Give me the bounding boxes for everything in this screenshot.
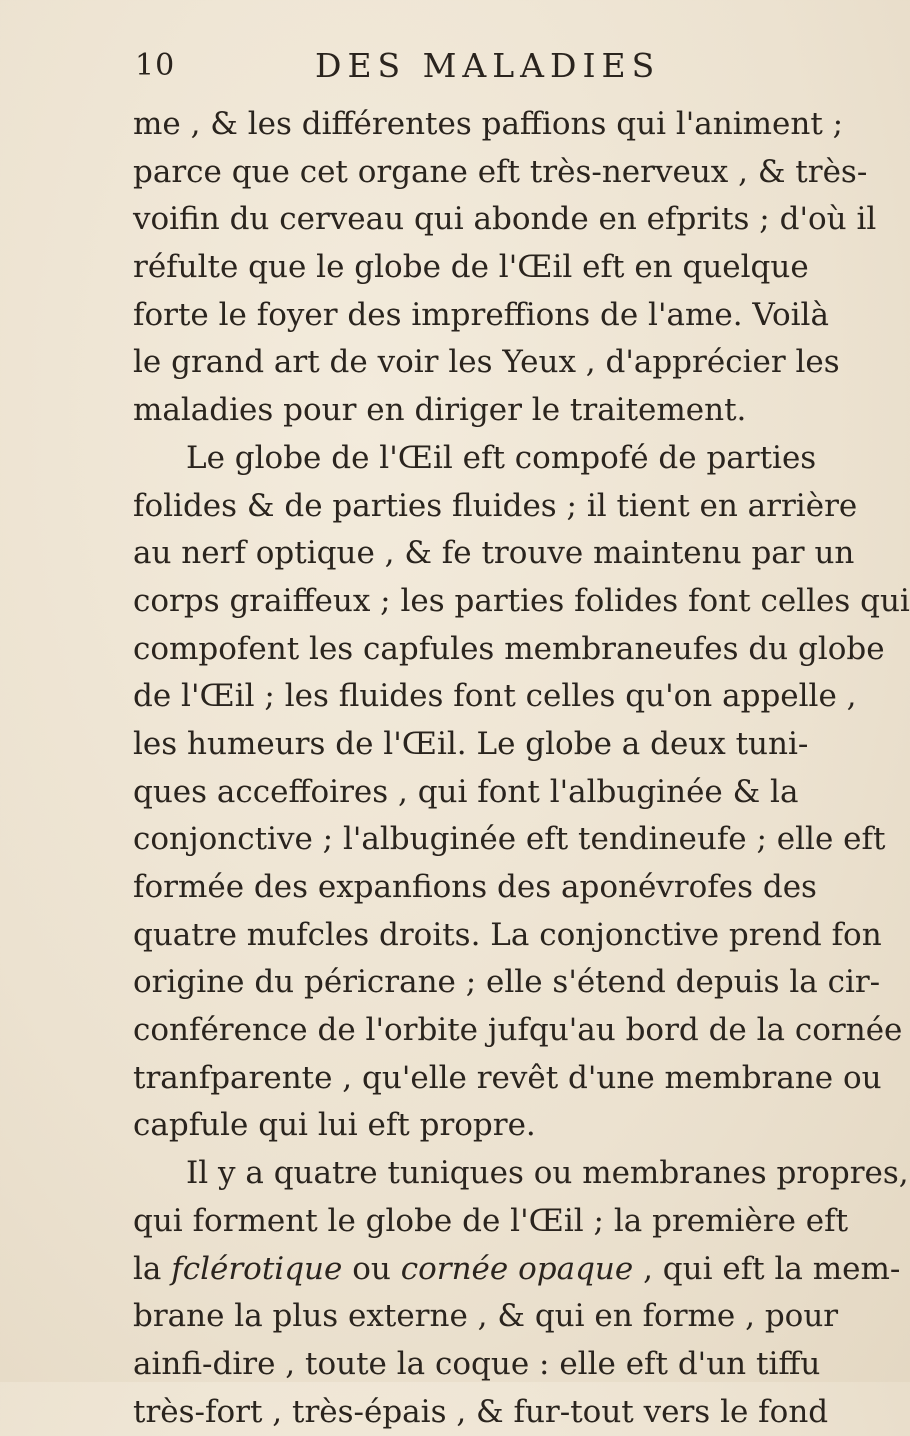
line-text-middle: ou (342, 1250, 401, 1287)
running-title: DES MALADIES (315, 46, 661, 85)
paragraph-start-line: Le globe de l'Œil eft compofé de parties (186, 439, 817, 476)
text-line: tranfparente , qu'elle revêt d'une membrane ou (133, 1059, 882, 1096)
paragraph-end-line: capfule qui lui eft propre. (133, 1107, 536, 1144)
text-line: ainfi-dire , toute la coque : elle eft d'un tiffu (133, 1345, 821, 1382)
text-line: compofent les capfules membraneufes du globe (133, 630, 885, 667)
text-line: brane la plus externe , & qui en forme , pour (133, 1298, 839, 1335)
text-line: au nerf optique , & fe trouve maintenu par un (133, 535, 855, 572)
text-line: origine du péricrane ; elle s'étend depuis la cir- (133, 964, 881, 1001)
text-line: qui forment le globe de l'Œil ; la première eft (133, 1202, 849, 1239)
text-line: de l'Œil ; les fluides font celles qu'on appelle , (133, 678, 857, 715)
italic-term-sclerotique: fclérotique (171, 1250, 343, 1287)
text-line: le grand art de voir les Yeux , d'apprécier les (133, 344, 840, 381)
line-text-before: la (133, 1250, 172, 1287)
text-line: réfulte que le globe de l'Œil eft en quelque (133, 249, 809, 286)
running-head (135, 44, 775, 96)
text-line: conférence de l'orbite jufqu'au bord de la cornée (133, 1012, 903, 1049)
text-line: parce que cet organe eft très-nerveux , & très- (133, 153, 868, 190)
text-line: très-fort , très-épais , & fur-tout vers le fond (133, 1393, 829, 1430)
text-line-with-italics (133, 1246, 901, 1294)
line-text-after: , qui eft la mem- (633, 1250, 901, 1287)
text-line: me , & les différentes paffions qui l'animent ; (133, 106, 844, 142)
text-line: conjonctive ; l'albuginée eft tendineufe ; elle eft (133, 821, 886, 858)
text-line: formée des expanfions des aponévrofes des (133, 869, 817, 905)
body-text (133, 101, 910, 1436)
text-line: corps graiffeux ; les parties folides font celles qui (133, 582, 910, 619)
paragraph-start-line: Il y a quatre tuniques ou membranes propres, (186, 1155, 909, 1192)
text-line: forte le foyer des impreffions de l'ame. Voilà (133, 296, 829, 333)
page-number: 10 (135, 48, 176, 83)
text-line: voifin du cerveau qui abonde en efprits ; d'où il (133, 201, 877, 238)
text-line: ques acceffoires , qui font l'albuginée & la (133, 773, 799, 810)
text-line: les humeurs de l'Œil. Le globe a deux tuni- (133, 725, 809, 762)
paragraph-end-line: maladies pour en diriger le traitement. (133, 392, 747, 429)
text-line: folides & de parties fluides ; il tient en arrière (133, 487, 858, 524)
italic-term-cornee-opaque: cornée opaque (400, 1250, 634, 1287)
text-line: quatre mufcles droits. La conjonctive prend fon (133, 916, 882, 953)
